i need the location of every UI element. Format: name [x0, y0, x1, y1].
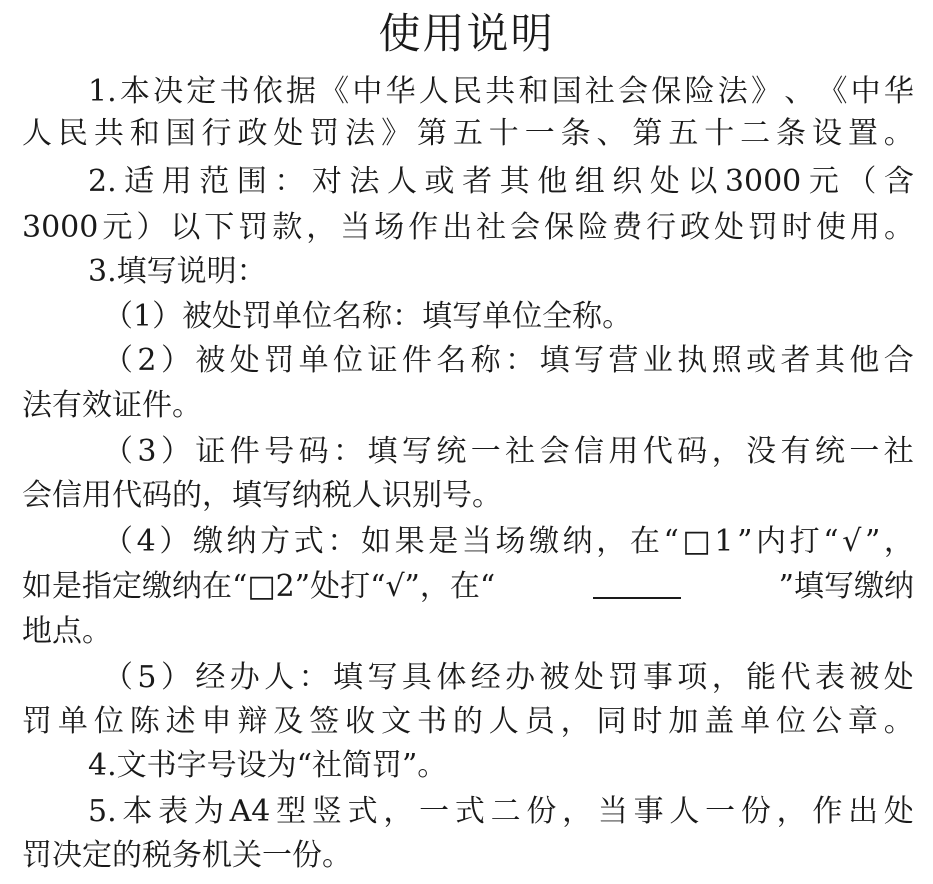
line-suffix: ”填写缴纳	[778, 569, 914, 604]
paragraph-line: （ 3 ） 证 件 号 码 ： 填 写 统 一 社 会 信 用 代 码 ， 没 有 统 一 社	[103, 434, 914, 469]
paragraph-line: 5. 本 表 为 A4 型 竖 式 ， 一 式 二 份 ， 当 事 人 一 份 ， 作 出 处	[88, 794, 914, 829]
paragraph-line: （ 5 ） 经 办 人 ： 填 写 具 体 经 办 被 处 罚 事 项 ， 能 代 表 被 处	[103, 660, 914, 695]
line-prefix: 如是指定缴纳在“□2”处打“√”，在“	[22, 569, 496, 604]
paragraph-line: 2. 适 用 范 围 ： 对 法 人 或 者 其 他 组 织 处 以 3000 元 （ 含	[88, 164, 914, 199]
fill-in-blank	[593, 567, 681, 599]
paragraph-line: 会信用代码的，填写纳税人识别号。	[22, 478, 502, 513]
paragraph-line: 地点。	[22, 614, 112, 649]
paragraph-line: （ 4 ） 缴 纳 方 式 ： 如 果 是 当 场 缴 纳 ， 在 “ □ 1 ” 内 打 “ √ ” ，	[103, 524, 914, 559]
paragraph-line: 人 民 共 和 国 行 政 处 罚 法 》 第 五 十 一 条 、 第 五 十 二 条 设 置 。	[22, 116, 914, 151]
paragraph-line: 罚决定的税务机关一份。	[22, 838, 352, 873]
paragraph-line-with-blank	[22, 567, 914, 607]
paragraph-line: （1）被处罚单位名称：填写单位全称。	[103, 299, 633, 334]
paragraph-line: 罚 单 位 陈 述 申 辩 及 签 收 文 书 的 人 员 ， 同 时 加 盖 单 位 公 章 。	[22, 704, 914, 739]
paragraph-line: （ 2 ） 被 处 罚 单 位 证 件 名 称 ： 填 写 营 业 执 照 或 者 其 他 合	[103, 343, 914, 378]
paragraph-line: 3.填写说明：	[88, 254, 267, 289]
paragraph-line: 法有效证件。	[22, 388, 202, 423]
paragraph-line: 1. 本 决 定 书 依 据 《 中 华 人 民 共 和 国 社 会 保 险 法 》 、 《 中 华	[88, 74, 914, 109]
document-title: 使用说明	[378, 9, 555, 58]
paragraph-line: 4.文书字号设为“社简罚”。	[88, 748, 448, 783]
paragraph-line: 3000 元 ） 以 下 罚 款 ， 当 场 作 出 社 会 保 险 费 行 政 处 罚 时 使 用 。	[22, 210, 914, 245]
